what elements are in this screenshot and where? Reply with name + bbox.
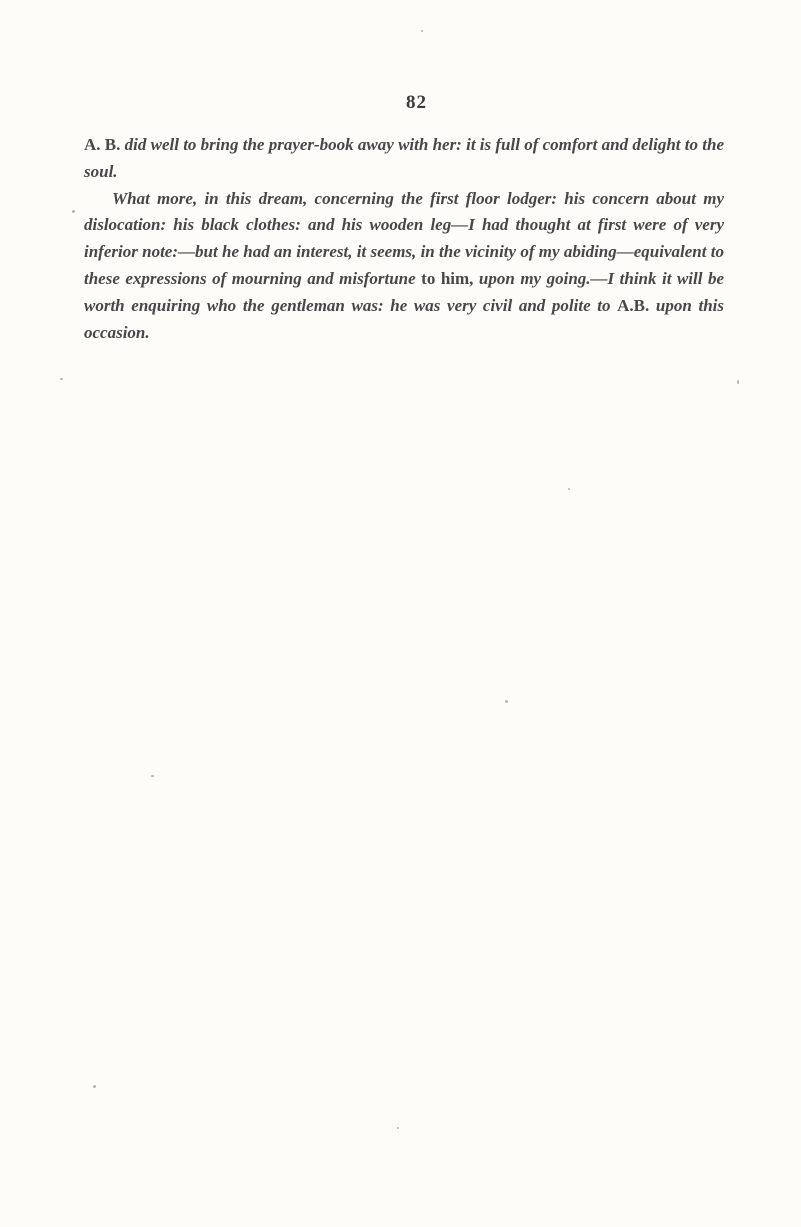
paper-speck: [737, 380, 739, 384]
paragraph-1: [84, 132, 724, 186]
paper-speck: [421, 30, 423, 32]
paragraph-2-text-b: upon my going.—I think it will be worth enquiring who the gentleman was: he was very civil and polite to: [84, 268, 724, 315]
page-number: 82: [406, 92, 427, 113]
paragraph-2-roman: to him,: [421, 268, 474, 288]
paper-speck: [568, 488, 570, 490]
paper-speck: [505, 700, 508, 703]
paper-speck: [60, 378, 63, 380]
paper-speck: [151, 775, 154, 777]
paper-speck: [93, 1085, 96, 1088]
paragraph-1-text: did well to bring the prayer-book away with her: it is full of comfort and delight to the soul.: [84, 135, 724, 181]
paragraph-2: [84, 186, 724, 347]
paper-speck: [397, 1127, 399, 1129]
paper-speck: [72, 210, 75, 213]
initials: A. B.: [84, 135, 121, 154]
paragraph-2-text-c: upon this occasion.: [84, 295, 724, 342]
paragraph-2-initials: A.B.: [617, 295, 650, 315]
body-text: [84, 132, 724, 346]
paragraph-2-text-a: What more, in this dream, concerning the first floor lodger: his concern about my dislocation: his black clothes: and his wooden leg—I had thought at first were of very inferior note:—but he had an interest, it seems, in the vicinity of my abiding—equivalent to these expressions of mourning and misfortune: [84, 188, 724, 288]
